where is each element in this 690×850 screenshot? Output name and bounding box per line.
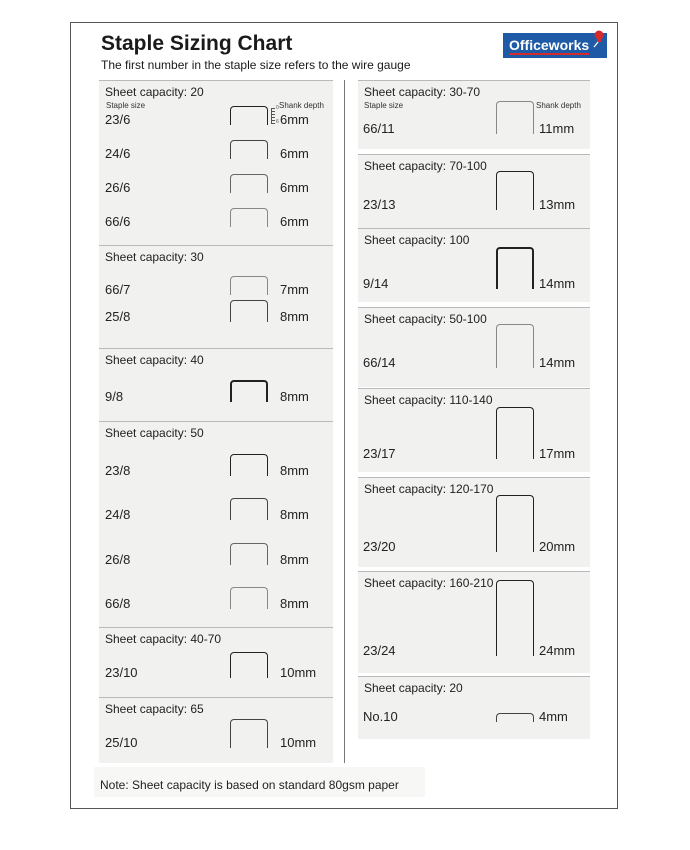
shank-depth-header: Shank depth	[279, 101, 324, 110]
sheet-capacity-label: Sheet capacity: 100	[364, 233, 470, 247]
shank-depth: 10mm	[280, 735, 317, 750]
staple-shape	[230, 174, 268, 193]
capacity-group	[358, 477, 590, 567]
capacity-group	[358, 571, 590, 673]
column-divider	[344, 80, 345, 763]
staple-shape	[496, 324, 534, 368]
staple-size: 66/6	[105, 214, 131, 229]
sheet-capacity-label: Sheet capacity: 30-70	[364, 85, 481, 99]
capacity-group	[358, 154, 590, 228]
sheet-capacity-label: Sheet capacity: 50	[105, 426, 204, 440]
staple-size: 23/13	[363, 197, 396, 212]
capacity-group	[99, 627, 333, 697]
sheet-capacity-label: Sheet capacity: 50-100	[364, 312, 487, 326]
sheet-capacity-label: Sheet capacity: 40	[105, 353, 204, 367]
shank-depth: 8mm	[280, 463, 309, 478]
staple-size: 9/14	[363, 276, 389, 291]
capacity-group	[99, 421, 333, 627]
shank-depth: 17mm	[539, 446, 576, 461]
depth-ruler	[271, 105, 279, 125]
shank-depth: 8mm	[280, 552, 309, 567]
capacity-group	[99, 697, 333, 763]
staple-size: 66/7	[105, 282, 131, 297]
sheet-capacity-label: Sheet capacity: 120-170	[364, 482, 494, 496]
staple-size: 23/8	[105, 463, 131, 478]
staple-shape	[230, 140, 268, 159]
capacity-group	[99, 245, 333, 348]
staple-size: 23/17	[363, 446, 396, 461]
logo-underline	[509, 53, 589, 55]
capacity-group	[358, 676, 590, 739]
staple-shape	[496, 101, 534, 134]
staple-shape	[496, 247, 534, 289]
staple-shape	[496, 495, 534, 552]
staple-size: No.10	[363, 709, 398, 724]
staple-shape	[230, 543, 268, 565]
sheet-capacity-label: Sheet capacity: 20	[105, 85, 204, 99]
sheet-capacity-label: Sheet capacity: 40-70	[105, 632, 222, 646]
staple-size-header: Staple size	[106, 101, 146, 110]
sheet-capacity-label: Sheet capacity: 30	[105, 250, 204, 264]
staple-shape	[496, 407, 534, 459]
staple-shape	[496, 580, 534, 656]
staple-shape	[496, 171, 534, 210]
shank-depth: 11mm	[539, 121, 575, 136]
staple-shape	[230, 276, 268, 295]
staple-shape	[230, 652, 268, 678]
staple-shape	[230, 300, 268, 322]
capacity-group	[358, 228, 590, 302]
pushpin-icon	[591, 30, 605, 48]
shank-depth: 13mm	[539, 197, 576, 212]
shank-depth: 8mm	[280, 596, 309, 611]
shank-depth: 4mm	[539, 709, 568, 724]
capacity-group	[99, 348, 333, 421]
sheet-capacity-label: Sheet capacity: 20	[364, 681, 463, 695]
staple-shape	[230, 380, 268, 402]
staple-shape	[230, 454, 268, 476]
capacity-group	[99, 80, 333, 245]
shank-depth-header: Shank depth	[536, 101, 581, 110]
staple-size: 25/8	[105, 309, 131, 324]
capacity-group	[358, 388, 590, 472]
staple-size: 26/6	[105, 180, 131, 195]
logo-text: Officeworks	[509, 37, 590, 53]
page-title: Staple Sizing Chart	[101, 32, 293, 55]
staple-size: 25/10	[105, 735, 138, 750]
staple-shape	[230, 498, 268, 520]
shank-depth: 7mm	[280, 282, 309, 297]
staple-size: 24/8	[105, 507, 131, 522]
sheet-capacity-label: Sheet capacity: 65	[105, 702, 204, 716]
shank-depth: 14mm	[539, 355, 576, 370]
ruler-label-bottom: 6	[276, 119, 279, 125]
ruler-label-top: 0	[276, 105, 279, 111]
staple-shape	[230, 208, 268, 227]
capacity-group	[358, 80, 590, 149]
shank-depth: 6mm	[280, 112, 309, 127]
staple-size: 23/20	[363, 539, 396, 554]
staple-shape	[230, 587, 268, 609]
staple-size: 26/8	[105, 552, 131, 567]
shank-depth: 6mm	[280, 146, 309, 161]
staple-shape	[496, 713, 534, 722]
officeworks-logo	[503, 33, 607, 58]
staple-size: 23/6	[105, 112, 131, 127]
shank-depth: 8mm	[280, 309, 309, 324]
staple-size: 9/8	[105, 389, 124, 404]
sheet-capacity-label: Sheet capacity: 160-210	[364, 576, 494, 590]
staple-size: 66/11	[363, 121, 395, 136]
staple-size: 24/6	[105, 146, 131, 161]
footer-note: Note: Sheet capacity is based on standard 80gsm paper	[100, 778, 399, 792]
shank-depth: 8mm	[280, 389, 309, 404]
shank-depth: 10mm	[280, 665, 317, 680]
shank-depth: 6mm	[280, 180, 309, 195]
staple-size-header: Staple size	[364, 101, 404, 110]
staple-size: 23/24	[363, 643, 396, 658]
staple-size: 66/14	[363, 355, 396, 370]
page-subtitle: The first number in the staple size refers to the wire gauge	[101, 58, 411, 72]
sheet-capacity-label: Sheet capacity: 110-140	[364, 393, 493, 407]
shank-depth: 20mm	[539, 539, 576, 554]
sheet-capacity-label: Sheet capacity: 70-100	[364, 159, 487, 173]
shank-depth: 14mm	[539, 276, 576, 291]
staple-size: 66/8	[105, 596, 131, 611]
capacity-group	[358, 307, 590, 387]
staple-shape	[230, 719, 268, 748]
staple-size: 23/10	[105, 665, 138, 680]
shank-depth: 8mm	[280, 507, 309, 522]
shank-depth: 6mm	[280, 214, 309, 229]
staple-shape	[230, 106, 268, 125]
shank-depth: 24mm	[539, 643, 576, 658]
